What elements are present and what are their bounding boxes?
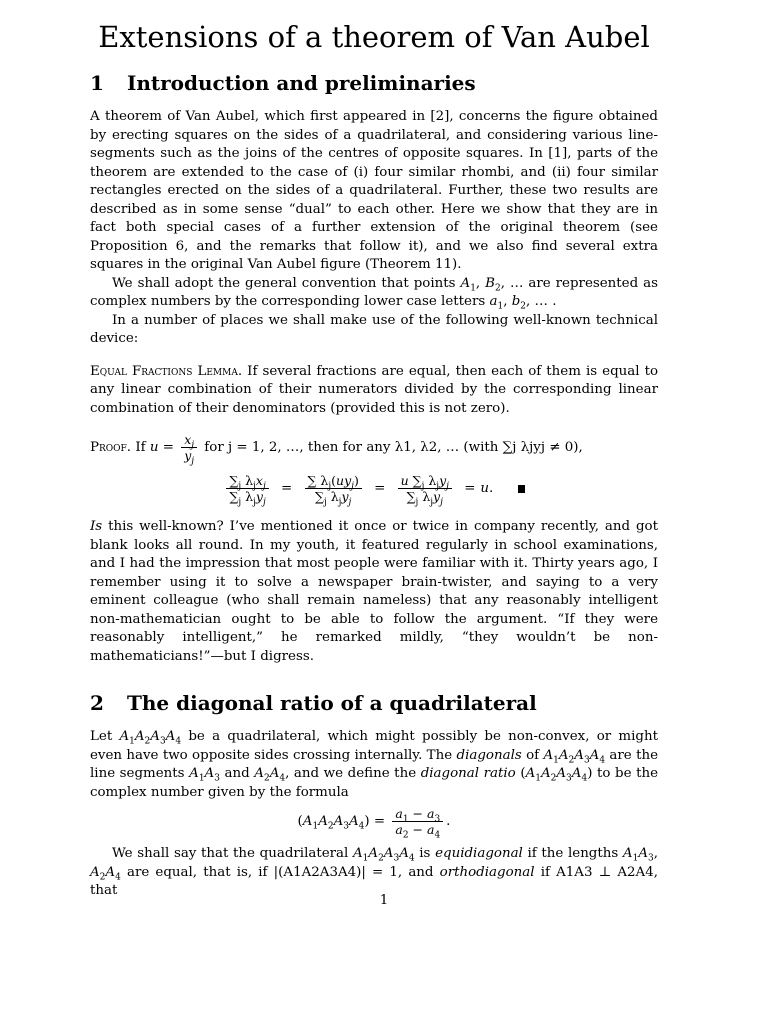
paper-title: Extensions of a theorem of Van Aubel xyxy=(98,20,650,54)
convention-paragraph: We shall adopt the general convention that points $A_1$, $B_2$, … are represented as complex numbers by the corresponding lower case letters $a_1$, $b_2$, … . xyxy=(90,275,659,312)
proof-equation: $\frac{\sum_j \lambda_jx_j}{\sum_j \lambda_jy_j}$ = $\frac{\sum \lambda_j(uy_j)}{\sum_j \lambda_jy_j}$ = $\frac{u \sum_j \lambda_jy_j}{\sum_j \lambda_jy_j}$ = u. xyxy=(90,473,658,504)
remark-paragraph: Is this well-known? I’ve mentioned it once or twice in company recently, and got blank looks all round. In my youth, it featured regularly in school examinations, and I had the impression that most people were familiar with it. Thirty years ago, I remember using it to solve a newspaper brain-twister, and saying to a very eminent colleague (who shall remain nameless) that any reasonably intelligent non-mathematician ought to be able to follow the argument. “If they were reasonably intelligent,” he remarked mildly, “they wouldn’t be non-mathematicians!”—but I digress. xyxy=(90,519,658,664)
proof-paragraph: Proof. If u = $\frac{x_j}{y_j}$ for j = 1, 2, …, then for any λ1, λ2, … (with ∑j λjyj ≠ 0), xyxy=(90,432,583,467)
device-paragraph: In a number of places we shall make use of the following well-known technical device: xyxy=(90,312,658,346)
section-2-heading xyxy=(90,690,658,716)
lemma-text: If several fractions are equal, then each of them is equal to any linear combination of their numerators divided by the corresponding linear combination of their denominators (provided this is not zero). xyxy=(90,363,659,416)
intro-paragraph: A theorem of Van Aubel, which first appeared in [2], concerns the figure obtained by erecting squares on the sides of a quadrilateral, and considering various line-segments such as the joins of the centres of opposite squares. In [1], parts of the theorem are extended to the case of (i) four similar rhombi, and (ii) four similar rectangles erected on the sides of a quadrilateral. Further, these two results are described as in some sense “dual” to each other. Here we show that they are in fact both special cases of a further extension of the original theorem (see Proposition 6, and the remarks that follow it), and we also find several extra squares in the original Van Aubel figure (Theorem 11). xyxy=(90,109,658,272)
definition-paragraph: Let $A_1A_2A_3A_4$ be a quadrilateral, which might possibly be non-convex, or might even have two opposite sides crossing internally. The diagonals of $A_1A_2A_3A_4$ are the line segments $A_1A_3$ and $A_2A_4$, and we define the diagonal ratio $(A_1A_2A_3A_4)$ to be the complex number given by the formula xyxy=(90,729,659,800)
fraction-xj-yj: $\frac{x_j}{y_j}$ xyxy=(181,432,197,463)
section-1-heading xyxy=(90,70,658,96)
equidiagonal-paragraph: We shall say that the quadrilateral $A_1A_2A_3A_4$ is equidiagonal if the lengths $A_1A_3$, $A_2A_4$ are equal, that is, if |(A1A2A3A4)| = 1, and orthodiagonal if A1A3 ⊥ A2A4, that xyxy=(90,846,658,898)
paper-page xyxy=(90,18,658,901)
proof-label: Proof. xyxy=(90,440,132,455)
qed-square-icon xyxy=(518,485,525,493)
lemma-name: Equal Fractions Lemma. xyxy=(90,363,243,379)
section-1-title: Introduction and preliminaries xyxy=(127,71,476,95)
lemma-paragraph xyxy=(90,363,658,419)
section-1-number: 1 xyxy=(90,71,104,95)
diagonal-ratio-formula: $(A_1A_2A_3A_4)$ = $\frac{a_1 - a_3}{a_2 - a_4}$ . xyxy=(297,806,451,841)
section-2-title: The diagonal ratio of a quadrilateral xyxy=(127,691,537,715)
page-number: 1 xyxy=(379,893,389,908)
section-2-number: 2 xyxy=(90,691,104,715)
